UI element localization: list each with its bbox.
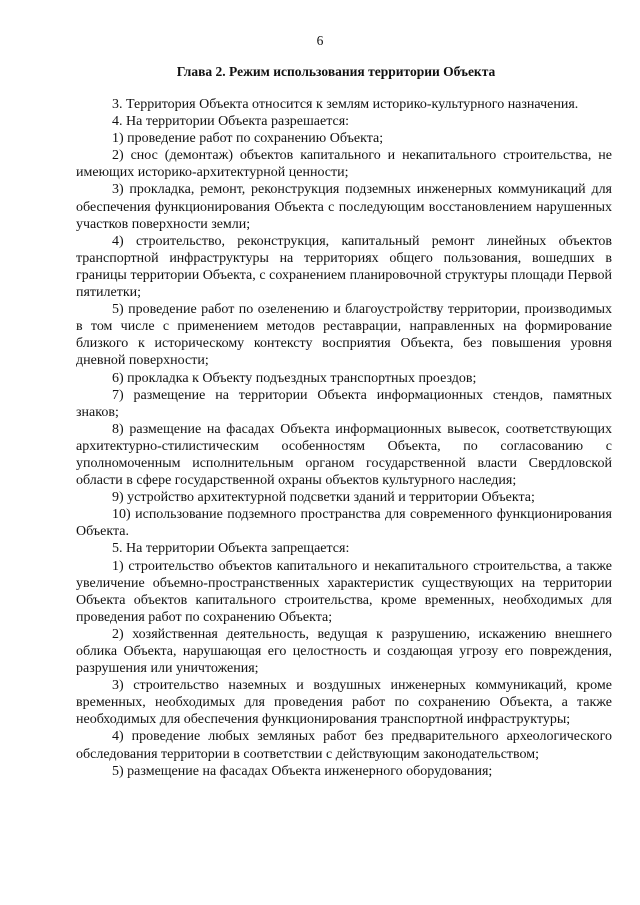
body-text — [76, 96, 612, 780]
paragraph: 8) размещение на фасадах Объекта информационных вывесок, соответствующих архитектурно-стилистическим особенностям Объекта, по согласованию с уполномоченным исполнительным органом государственной власти Свердловской области в сфере государственной охраны объектов культурного наследия; — [76, 421, 612, 489]
paragraph: 3. Территория Объекта относится к землям историко-культурного назначения. — [112, 97, 579, 112]
page-number: 6 — [316, 33, 324, 48]
paragraph: 1) проведение работ по сохранению Объекта; — [112, 131, 384, 147]
paragraph: 6) прокладка к Объекту подъездных транспортных проездов; — [112, 370, 477, 386]
paragraph: 7) размещение на территории Объекта информационных стендов, памятных знаков; — [76, 387, 612, 420]
paragraph: 3) строительство наземных и воздушных инженерных коммуникаций, кроме временных, необходимых для проведения работ по сохранению Объекта, а также необходимых для обеспечения функционирования транспортной инфраструктуры; — [76, 678, 612, 728]
paragraph: 5) проведение работ по озеленению и благоустройству территории, производимых в том числе с применением методов реставрации, направленных на формирование близкого к историческому контексту восприятия Объекта, без повышения уровня дневной поверхности; — [76, 302, 612, 369]
paragraph: 4. На территории Объекта разрешается: — [112, 114, 350, 130]
paragraph: 2) снос (демонтаж) объектов капитального и некапитального строительства, не имеющих историко-архитектурной ценности; — [76, 148, 612, 181]
paragraph: 1) строительство объектов капитального и некапитального строительства, а также увеличение объемно-пространственных характеристик существующих на территории Объекта объектов капитального строительства, кроме временных, необходимых для проведения работ по сохранению Объекта; — [76, 558, 612, 625]
paragraph: 5. На территории Объекта запрещается: — [112, 541, 350, 557]
paragraph: 5) размещение на фасадах Объекта инженерного оборудования; — [112, 763, 493, 779]
paragraph: 9) устройство архитектурной подсветки зданий и территории Объекта; — [112, 490, 535, 506]
paragraph: 3) прокладка, ремонт, реконструкция подземных инженерных коммуникаций для обеспечения функционирования Объекта с последующим восстановлением нарушенных участков поверхности земли; — [76, 182, 612, 232]
paragraph: 4) строительство, реконструкция, капитальный ремонт линейных объектов транспортной инфраструктуры на территориях общего пользования, вошедших в границы территории Объекта, с сохранением планировочной структуры площади Первой пятилетки; — [76, 233, 612, 301]
chapter-title: Глава 2. Режим использования территории Объекта — [176, 64, 496, 79]
paragraph: 10) использование подземного пространства для современного функционирования Объекта. — [76, 507, 612, 540]
paragraph: 4) проведение любых земляных работ без предварительного археологического обследования территории в соответствии с действующим законодательством; — [76, 729, 612, 762]
paragraph: 2) хозяйственная деятельность, ведущая к разрушению, искажению внешнего облика Объекта, нарушающая его целостность и создающая угрозу его повреждения, разрушения или уничтожения; — [76, 626, 612, 677]
